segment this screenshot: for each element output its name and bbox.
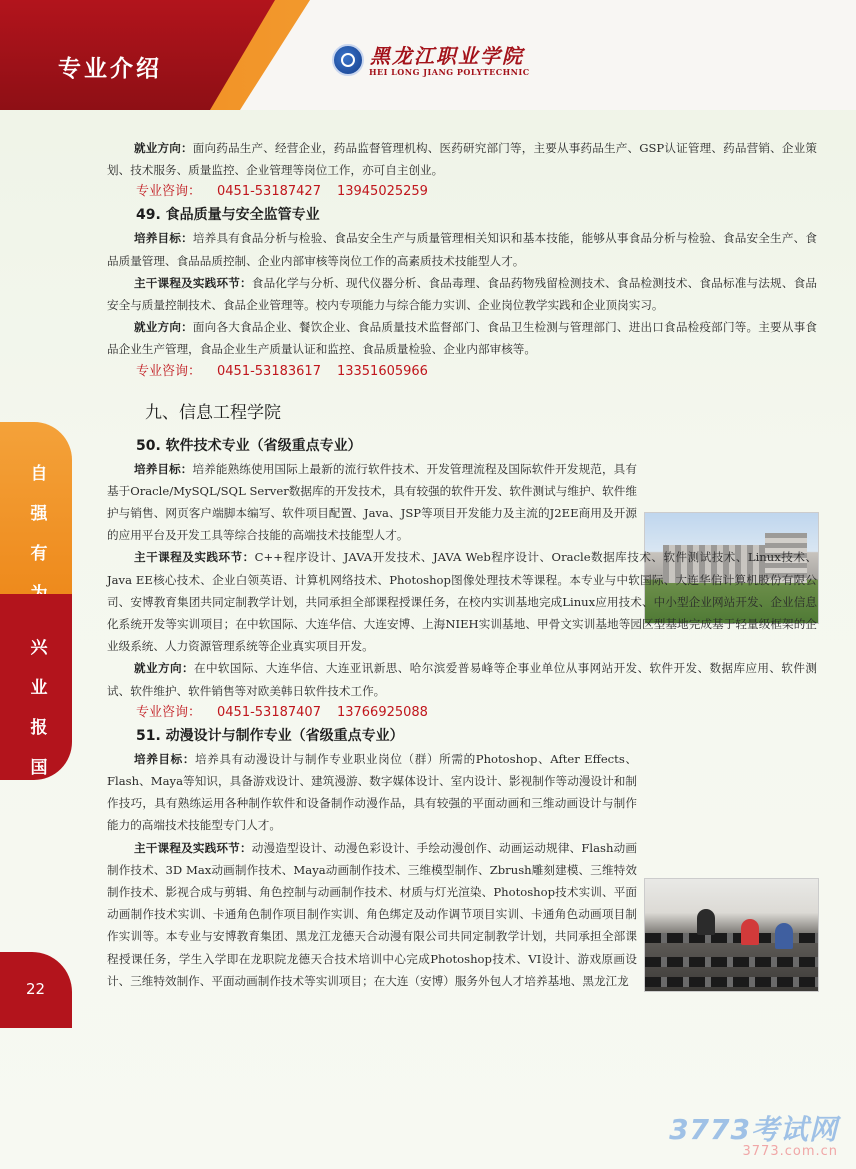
watermark-brand: 3773考试网: [669, 1113, 838, 1146]
motto-char: 业: [30, 678, 48, 698]
consult-phone: 0451-53183617: [217, 363, 321, 379]
course-text: 食品化学与分析、现代仪器分析、食品毒理、食品药物残留检测技术、食品检测技术、食品标准与法规、食品安全与质量控制技术、食品企业管理等。校内专项能力与综合能力实训、企业岗位教学实践和企业顶岗实习。: [107, 275, 817, 313]
career-label: 就业方向：: [134, 661, 194, 676]
motto-char: 国: [30, 758, 48, 778]
consult-label: 专业咨询：: [136, 184, 202, 200]
college-heading: 九、信息工程学院: [145, 402, 281, 423]
career-label: 就业方向：: [134, 320, 193, 335]
career-text: 面向药品生产、经营企业，药品监督管理机构、医药研究部门等，主要从事药品生产、GSP认证管理、药品营销、企业策划、技术服务、质量监控、企业管理等岗位工作，亦可自主创业。: [107, 141, 817, 178]
course-label: 主干课程及实践环节：: [134, 275, 252, 290]
consult-phone: 0451-53187427: [217, 184, 321, 200]
goal-paragraph: [107, 458, 637, 547]
page-number-tab: [0, 952, 72, 1028]
major-title: 49. 食品质量与安全监管专业: [136, 207, 320, 224]
course-paragraph: [107, 272, 817, 316]
course-label: 主干课程及实践环节：: [134, 550, 255, 565]
watermark-url: 3773.com.cn: [742, 1144, 838, 1159]
career-text: 在中软国际、大连华信、大连亚讯新思、哈尔滨爱普易峰等企事业单位从事网站开发、软件开发、数据库应用、软件测试、软件维护、软件销售等对欧美韩日软件技术工作。: [107, 661, 817, 698]
career-label: 就业方向：: [134, 141, 193, 155]
consult-label: 专业咨询：: [136, 704, 202, 720]
consult-mobile: 13945025259: [336, 184, 428, 200]
course-paragraph: [107, 546, 817, 657]
side-tab-motto-2: [0, 594, 72, 780]
consult-line: [107, 181, 817, 203]
goal-text: 培养具有动漫设计与制作专业职业岗位（群）所需的Photoshop、After Effects、Flash、Maya等知识，具备游戏设计、建筑漫游、数字媒体设计、室内设计、影视制作等动漫设计和制作技巧，具有熟练运用各种制作软件和设备制作动漫作品，具有较强的平面动画和三维动画设计与制作能力的高端技术技能型专门人才。: [107, 751, 637, 833]
section-title: 专业介绍: [58, 56, 162, 82]
motto-char: 有: [30, 544, 48, 564]
school-logo-icon: [332, 44, 364, 76]
course-paragraph: [107, 837, 637, 992]
consult-line: [107, 361, 817, 383]
goal-label: 培养目标：: [134, 461, 193, 476]
goal-paragraph: [107, 748, 637, 837]
consult-phone: 0451-53187407: [217, 704, 321, 720]
goal-text: 培养具有食品分析与检验、食品安全生产与质量管理相关知识和基本技能，能够从事食品分析与检验、食品安全生产、食品质量管理、食品品质控制、企业内部审核等岗位工作的高素质技术技能型人才。: [107, 231, 817, 268]
motto-char: 强: [30, 504, 48, 524]
goal-label: 培养目标：: [134, 231, 193, 246]
course-text: C++程序设计、JAVA开发技术、JAVA Web程序设计、Oracle数据库技术、软件测试技术、Linux技术、Java EE核心技术、企业白领英语、计算机网络技术、Photoshop图像处理技术等课程。本专业与中软国际、大连华信计算机股份有限公司、安博教育集团共同定制教学计划，共同承担全部课程授课任务，在校内实训基地完成Linux应用技术、中小型企业网站开发、企业信息化系统开发等实训项目；在中软国际、大连华信、大连安博、上海NIEH实训基地、甲骨文实训基地等园区型基地完成基于轻量级框架的企业级系统、人力资源管理系统等企业真实项目开发。: [107, 550, 817, 654]
consult-mobile: 13351605966: [336, 363, 428, 379]
goal-label: 培养目标：: [134, 751, 196, 766]
side-tab-motto-1: [0, 422, 72, 594]
career-paragraph: [107, 657, 817, 701]
major-title: 50. 软件技术专业（省级重点专业）: [136, 437, 362, 454]
consult-mobile: 13766925088: [336, 704, 428, 720]
career-paragraph: [107, 316, 817, 360]
career-paragraph: [107, 137, 817, 181]
school-name-en: HEI LONG JIANG POLYTECHNIC: [369, 67, 530, 77]
main-content: [107, 137, 817, 992]
motto-char: 报: [30, 718, 48, 738]
site-watermark: [669, 1108, 838, 1159]
consult-label: 专业咨询：: [136, 363, 202, 379]
goal-text: 培养能熟练使用国际上最新的流行软件技术、开发管理流程及国际软件开发规范，具有基于Oracle/MySQL/SQL Server数据库的开发技术，具有较强的软件开发、软件测试与维护、软件维护与销售、网页客户端脚本编写、软件项目配置、Java、JSP等项目开发能力及主流的J2EE商用及开源的应用平台及开发工具等综合技能的高端技术技能型人才。: [107, 461, 637, 543]
page-header: [0, 0, 856, 110]
motto-char: 自: [30, 464, 48, 484]
consult-line: [107, 702, 817, 724]
goal-paragraph: [107, 227, 817, 271]
motto-char: 兴: [30, 638, 48, 658]
career-text: 面向各大食品企业、餐饮企业、食品质量技术监督部门、食品卫生检测与管理部门、进出口食品检疫部门等。主要从事食品企业生产管理，食品企业生产质量认证和监控、食品质量检验、企业内部审核等。: [107, 320, 817, 357]
major-title: 51. 动漫设计与制作专业（省级重点专业）: [136, 727, 404, 744]
page-number: 22: [26, 980, 46, 998]
course-label: 主干课程及实践环节：: [134, 840, 252, 855]
school-name-cn: 黑龙江职业学院: [370, 44, 524, 68]
course-text: 动漫造型设计、动漫色彩设计、手绘动漫创作、动画运动规律、Flash动画制作技术、3D Max动画制作技术、Maya动画制作技术、三维模型制作、Zbrush雕刻建模、三维特效制作技术、影视合成与剪辑、角色控制与动画制作技术、材质与灯光渲染、Photoshop技术实训、平面动画制作技术实训、卡通角色制作项目制作实训、角色绑定及动作调节项目实训、卡通角色动画项目制作实训等。本专业与安博教育集团、黑龙江龙德天合动漫有限公司共同定制教学计划，共同承担全部课程授课任务，学生入学即在龙职院龙德天合技术培训中心完成Photoshop技术、VI设计、游戏原画设计、三维特效制作、平面动画制作技术等实训项目；在大连（安博）服务外包人才培养基地、黑龙江龙: [107, 840, 637, 988]
